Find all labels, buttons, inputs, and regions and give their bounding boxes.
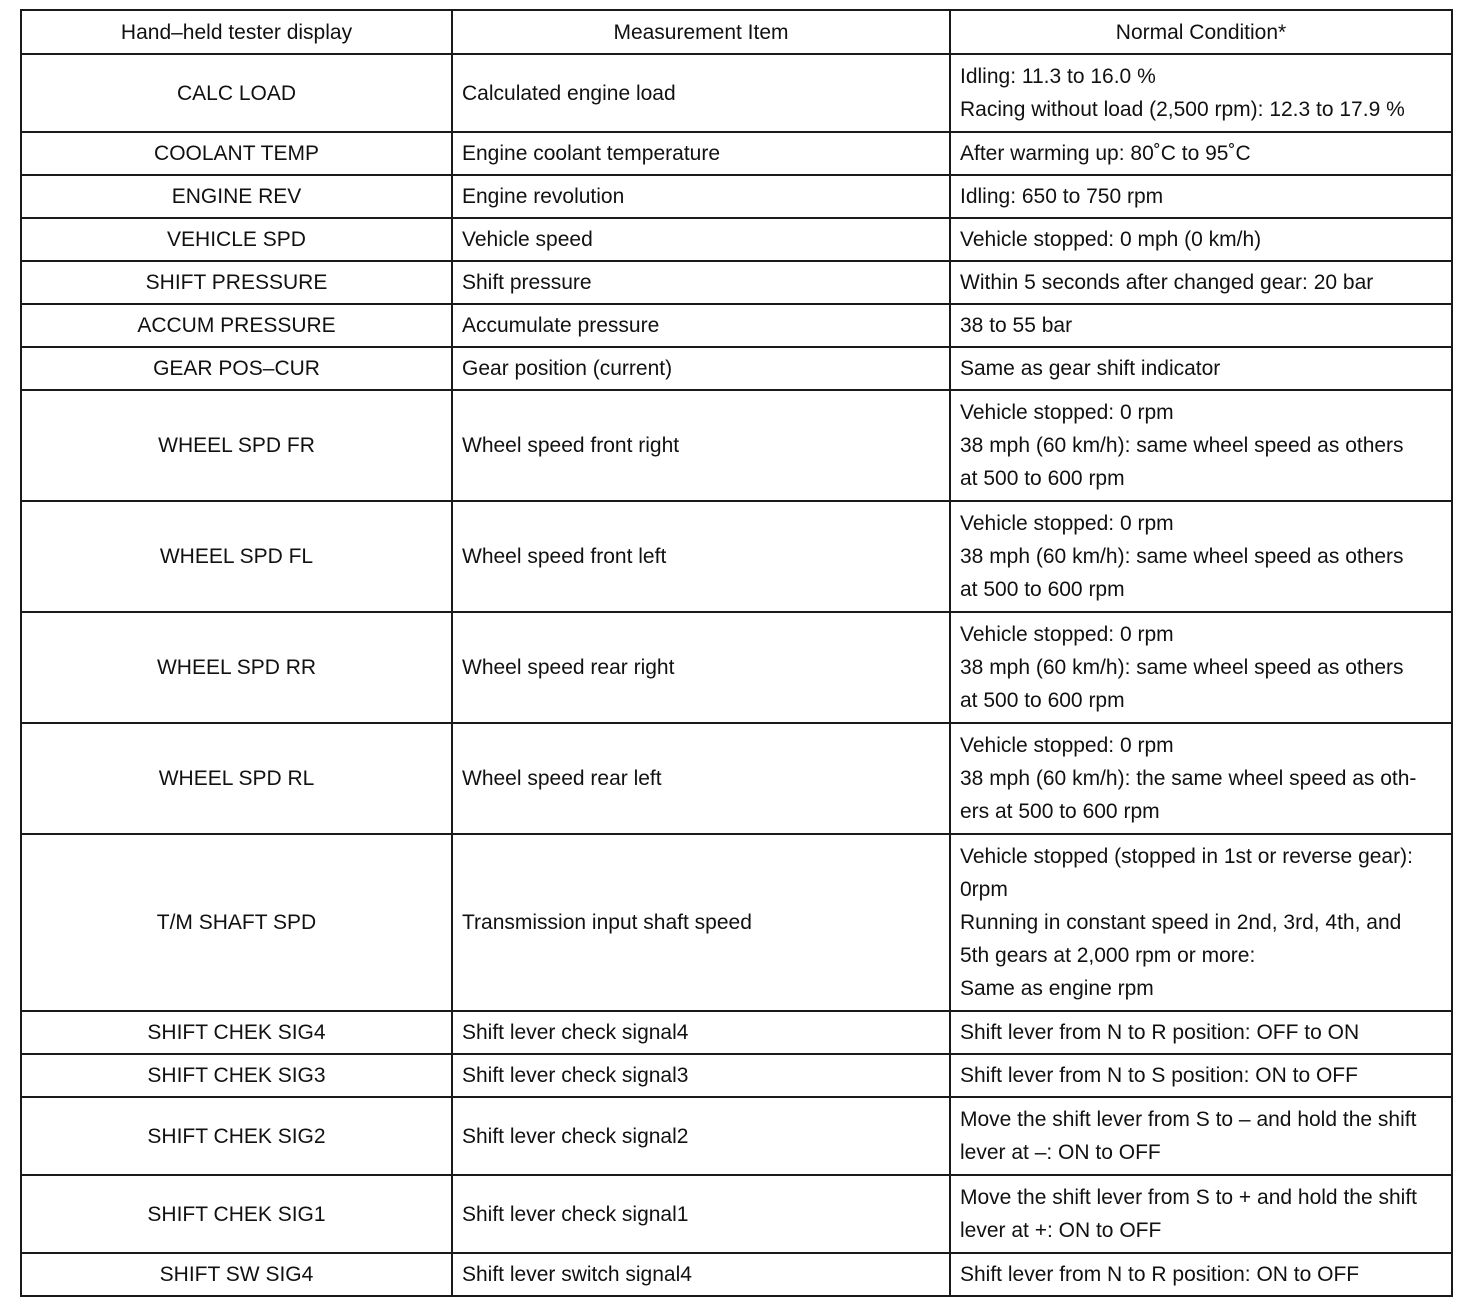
table-row [21, 132, 1452, 175]
tester-display-cell: GEAR POS–CUR [21, 347, 452, 390]
tester-display-cell: T/M SHAFT SPD [21, 834, 452, 1011]
condition-line: Shift lever from N to R position: OFF to ON [960, 1021, 1360, 1044]
measurement-item-cell: Vehicle speed [452, 218, 950, 261]
header-measurement-item: Measurement Item [452, 10, 950, 54]
table-row [21, 175, 1452, 218]
tester-display-cell: SHIFT PRESSURE [21, 261, 452, 304]
condition-line: Vehicle stopped: 0 rpm [960, 623, 1174, 646]
condition-line: Shift lever from N to R position: ON to OFF [960, 1263, 1360, 1286]
measurement-item-cell: Engine coolant temperature [452, 132, 950, 175]
tester-display-cell: CALC LOAD [21, 54, 452, 132]
normal-condition-cell [950, 501, 1452, 612]
condition-line: Move the shift lever from S to – and hold the shift [960, 1108, 1417, 1131]
table-row [21, 1011, 1452, 1054]
table-row [21, 390, 1452, 501]
measurement-item-cell: Shift lever check signal2 [452, 1097, 950, 1175]
normal-condition-cell [950, 54, 1452, 132]
condition-line: 38 mph (60 km/h): the same wheel speed as oth- [960, 767, 1417, 790]
measurement-item-cell: Calculated engine load [452, 54, 950, 132]
table-row [21, 1097, 1452, 1175]
table-row [21, 1253, 1452, 1296]
measurement-item-cell: Wheel speed rear right [452, 612, 950, 723]
condition-line: Shift lever from N to S position: ON to OFF [960, 1064, 1358, 1087]
normal-condition-cell [950, 1054, 1452, 1097]
condition-line: Vehicle stopped: 0 mph (0 km/h) [960, 228, 1262, 251]
measurement-item-cell: Accumulate pressure [452, 304, 950, 347]
normal-condition-cell [950, 1011, 1452, 1054]
data-list-table [20, 9, 1453, 1297]
tester-display-cell: WHEEL SPD FR [21, 390, 452, 501]
measurement-item-cell: Shift lever check signal3 [452, 1054, 950, 1097]
table-row [21, 304, 1452, 347]
condition-line: 0rpm [960, 878, 1008, 901]
measurement-item-cell: Engine revolution [452, 175, 950, 218]
normal-condition-cell [950, 347, 1452, 390]
condition-line: Running in constant speed in 2nd, 3rd, 4th, and [960, 911, 1402, 934]
table-row [21, 501, 1452, 612]
normal-condition-cell [950, 612, 1452, 723]
normal-condition-cell [950, 1253, 1452, 1296]
header-tester-display: Hand–held tester display [21, 10, 452, 54]
table-row [21, 612, 1452, 723]
normal-condition-cell [950, 390, 1452, 501]
condition-line: Idling: 650 to 750 rpm [960, 185, 1164, 208]
normal-condition-cell [950, 1097, 1452, 1175]
header-row [21, 10, 1452, 54]
tester-display-cell: SHIFT SW SIG4 [21, 1253, 452, 1296]
condition-line: Vehicle stopped: 0 rpm [960, 401, 1174, 424]
table-row [21, 54, 1452, 132]
normal-condition-cell [950, 1175, 1452, 1253]
tester-display-cell: COOLANT TEMP [21, 132, 452, 175]
condition-line: 38 mph (60 km/h): same wheel speed as others [960, 545, 1404, 568]
table-body [21, 54, 1452, 1296]
condition-line: Move the shift lever from S to + and hold the shift [960, 1186, 1417, 1209]
condition-line: Vehicle stopped (stopped in 1st or reverse gear): [960, 845, 1413, 868]
table-row [21, 261, 1452, 304]
measurement-item-cell: Wheel speed rear left [452, 723, 950, 834]
tester-display-cell: SHIFT CHEK SIG2 [21, 1097, 452, 1175]
header-normal-condition: Normal Condition* [950, 10, 1452, 54]
measurement-item-cell: Wheel speed front right [452, 390, 950, 501]
condition-line: 38 to 55 bar [960, 314, 1073, 337]
table-row [21, 1175, 1452, 1253]
normal-condition-cell [950, 132, 1452, 175]
tester-display-cell: WHEEL SPD RR [21, 612, 452, 723]
tester-display-cell: SHIFT CHEK SIG1 [21, 1175, 452, 1253]
measurement-item-cell: Shift pressure [452, 261, 950, 304]
table-row [21, 218, 1452, 261]
tester-display-cell: ENGINE REV [21, 175, 452, 218]
normal-condition-cell [950, 723, 1452, 834]
normal-condition-cell [950, 218, 1452, 261]
tester-display-cell: WHEEL SPD RL [21, 723, 452, 834]
condition-line: Vehicle stopped: 0 rpm [960, 734, 1174, 757]
condition-line: Vehicle stopped: 0 rpm [960, 512, 1174, 535]
tester-display-cell: WHEEL SPD FL [21, 501, 452, 612]
table-row [21, 347, 1452, 390]
condition-line: ers at 500 to 600 rpm [960, 800, 1160, 823]
tester-display-cell: SHIFT CHEK SIG4 [21, 1011, 452, 1054]
measurement-item-cell: Transmission input shaft speed [452, 834, 950, 1011]
condition-line: 38 mph (60 km/h): same wheel speed as others [960, 434, 1404, 457]
condition-line: After warming up: 80˚C to 95˚C [960, 142, 1251, 165]
condition-line: 5th gears at 2,000 rpm or more: [960, 944, 1256, 967]
condition-line: at 500 to 600 rpm [960, 689, 1125, 712]
condition-line: at 500 to 600 rpm [960, 467, 1125, 490]
normal-condition-cell [950, 304, 1452, 347]
normal-condition-cell [950, 261, 1452, 304]
measurement-item-cell: Gear position (current) [452, 347, 950, 390]
condition-line: Same as engine rpm [960, 977, 1154, 1000]
measurement-item-cell: Shift lever check signal1 [452, 1175, 950, 1253]
condition-line: Racing without load (2,500 rpm): 12.3 to 17.9 % [960, 98, 1405, 121]
normal-condition-cell [950, 175, 1452, 218]
condition-line: 38 mph (60 km/h): same wheel speed as others [960, 656, 1404, 679]
table-row [21, 834, 1452, 1011]
table-row [21, 1054, 1452, 1097]
measurement-item-cell: Wheel speed front left [452, 501, 950, 612]
condition-line: lever at +: ON to OFF [960, 1219, 1162, 1242]
measurement-item-cell: Shift lever switch signal4 [452, 1253, 950, 1296]
table-row [21, 723, 1452, 834]
tester-display-cell: VEHICLE SPD [21, 218, 452, 261]
tester-display-cell: SHIFT CHEK SIG3 [21, 1054, 452, 1097]
table-header [21, 10, 1452, 54]
condition-line: Within 5 seconds after changed gear: 20 bar [960, 271, 1374, 294]
condition-line: Idling: 11.3 to 16.0 % [960, 65, 1156, 88]
condition-line: Same as gear shift indicator [960, 357, 1221, 380]
tester-display-cell: ACCUM PRESSURE [21, 304, 452, 347]
normal-condition-cell [950, 834, 1452, 1011]
measurement-item-cell: Shift lever check signal4 [452, 1011, 950, 1054]
condition-line: at 500 to 600 rpm [960, 578, 1125, 601]
condition-line: lever at –: ON to OFF [960, 1141, 1161, 1164]
